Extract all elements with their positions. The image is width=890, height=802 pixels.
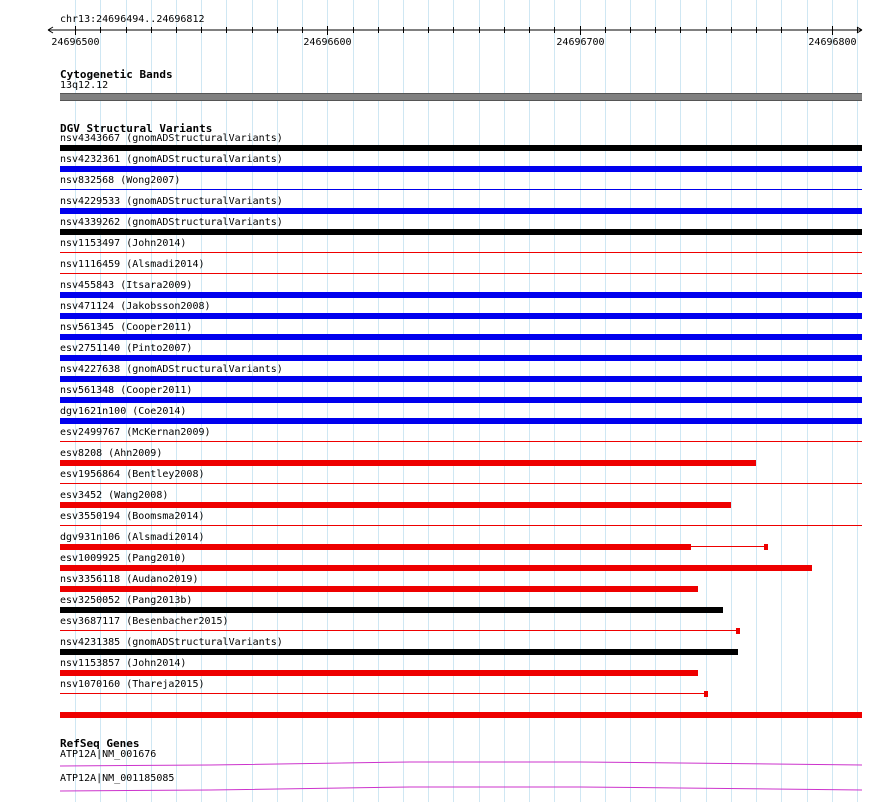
dgv-variant-label[interactable]: esv2751140 (Pinto2007) bbox=[60, 343, 193, 354]
dgv-variant-label[interactable]: esv3687117 (Besenbacher2015) bbox=[60, 616, 229, 627]
ruler-tick-label: 24696600 bbox=[303, 37, 352, 48]
dgv-variant-bar[interactable] bbox=[60, 145, 862, 151]
refseq-track-title: RefSeq Genes bbox=[60, 737, 140, 750]
dgv-variant-label[interactable]: esv3250052 (Pang2013b) bbox=[60, 595, 193, 606]
dgv-variant-label[interactable]: nsv455843 (Itsara2009) bbox=[60, 280, 193, 291]
dgv-variant-bar[interactable] bbox=[60, 460, 756, 466]
dgv-variant-bar[interactable] bbox=[60, 502, 731, 508]
dgv-variant-label[interactable]: nsv4229533 (gnomADStructuralVariants) bbox=[60, 196, 283, 207]
dgv-variant-bar[interactable] bbox=[60, 252, 862, 253]
dgv-variant-bar[interactable] bbox=[60, 544, 691, 550]
dgv-variant-bar[interactable] bbox=[60, 483, 862, 484]
dgv-variant-label[interactable]: nsv561345 (Cooper2011) bbox=[60, 322, 193, 333]
dgv-variant-label[interactable]: nsv1116459 (Alsmadi2014) bbox=[60, 259, 205, 270]
dgv-variant-label[interactable]: esv1009925 (Pang2010) bbox=[60, 553, 187, 564]
dgv-variant-label[interactable]: nsv4339262 (gnomADStructuralVariants) bbox=[60, 217, 283, 228]
dgv-variant-bar[interactable] bbox=[60, 376, 862, 382]
dgv-variant-label[interactable]: esv1956864 (Bentley2008) bbox=[60, 469, 205, 480]
dgv-variant-bar[interactable] bbox=[60, 693, 706, 694]
dgv-variant-bar[interactable] bbox=[60, 273, 862, 274]
dgv-variant-label[interactable]: nsv4227638 (gnomADStructuralVariants) bbox=[60, 364, 283, 375]
dgv-variant-label[interactable]: esv8208 (Ahn2009) bbox=[60, 448, 163, 459]
ruler-tick-label: 24696700 bbox=[556, 37, 605, 48]
dgv-variant-label[interactable]: nsv1070160 (Thareja2015) bbox=[60, 679, 205, 690]
dgv-variant-bar[interactable] bbox=[60, 630, 738, 631]
dgv-variant-bar[interactable] bbox=[60, 565, 812, 571]
dgv-variant-bar[interactable] bbox=[60, 712, 862, 718]
dgv-variant-bar[interactable] bbox=[736, 628, 740, 634]
dgv-variant-label[interactable]: nsv1153857 (John2014) bbox=[60, 658, 187, 669]
dgv-variant-label[interactable]: nsv832568 (Wong2007) bbox=[60, 175, 181, 186]
dgv-variant-bar[interactable] bbox=[60, 229, 862, 235]
dgv-variant-label[interactable]: esv3550194 (Boomsma2014) bbox=[60, 511, 205, 522]
dgv-variant-label[interactable]: nsv4232361 (gnomADStructuralVariants) bbox=[60, 154, 283, 165]
dgv-variant-bar[interactable] bbox=[60, 397, 862, 403]
cytoband-label: 13q12.12 bbox=[60, 80, 109, 91]
ruler-position-label: chr13:24696494..24696812 bbox=[60, 14, 205, 25]
cytoband-track-title: Cytogenetic Bands bbox=[60, 68, 173, 81]
dgv-variant-bar[interactable] bbox=[60, 208, 862, 214]
dgv-variant-label[interactable]: dgv1621n100 (Coe2014) bbox=[60, 406, 187, 417]
dgv-variant-bar[interactable] bbox=[704, 691, 708, 697]
dgv-track-title: DGV Structural Variants bbox=[60, 122, 213, 135]
dgv-variant-bar[interactable] bbox=[60, 586, 698, 592]
dgv-variant-bar[interactable] bbox=[60, 418, 862, 424]
dgv-variant-bar[interactable] bbox=[60, 334, 862, 340]
dgv-variant-bar[interactable] bbox=[60, 189, 862, 190]
dgv-variant-label[interactable]: nsv561348 (Cooper2011) bbox=[60, 385, 193, 396]
ruler-tick-label: 24696500 bbox=[51, 37, 100, 48]
dgv-variant-bar[interactable] bbox=[60, 670, 698, 676]
dgv-variant-label[interactable]: nsv4343667 (gnomADStructuralVariants) bbox=[60, 133, 283, 144]
dgv-variant-bar[interactable] bbox=[60, 525, 862, 526]
refseq-gene-label-1[interactable]: ATP12A|NM_001676 bbox=[60, 749, 157, 760]
dgv-variant-label[interactable]: esv3452 (Wang2008) bbox=[60, 490, 169, 501]
dgv-variant-bar[interactable] bbox=[60, 441, 862, 442]
dgv-variant-label[interactable]: dgv931n106 (Alsmadi2014) bbox=[60, 532, 205, 543]
dgv-variant-label[interactable]: esv2499767 (McKernan2009) bbox=[60, 427, 211, 438]
refseq-gene-2[interactable] bbox=[60, 784, 862, 794]
dgv-variant-bar[interactable] bbox=[60, 292, 862, 298]
ruler-tick-label: 24696800 bbox=[808, 37, 857, 48]
dgv-variant-bar[interactable] bbox=[60, 607, 723, 613]
dgv-variant-bar[interactable] bbox=[60, 166, 862, 172]
dgv-variant-label[interactable]: nsv471124 (Jakobsson2008) bbox=[60, 301, 211, 312]
ruler[interactable] bbox=[0, 26, 890, 48]
dgv-variant-label[interactable]: nsv4231385 (gnomADStructuralVariants) bbox=[60, 637, 283, 648]
dgv-variant-bar[interactable] bbox=[60, 649, 738, 655]
dgv-variant-bar[interactable] bbox=[60, 355, 862, 361]
refseq-gene-1[interactable] bbox=[60, 760, 862, 770]
dgv-variant-label[interactable]: nsv3356118 (Audano2019) bbox=[60, 574, 199, 585]
dgv-variant-bar[interactable] bbox=[60, 313, 862, 319]
refseq-gene-label-2[interactable]: ATP12A|NM_001185085 bbox=[60, 773, 175, 784]
cytoband-bar[interactable] bbox=[60, 93, 862, 101]
dgv-variant-bar[interactable] bbox=[691, 546, 767, 547]
dgv-variant-label[interactable]: nsv1153497 (John2014) bbox=[60, 238, 187, 249]
dgv-variant-bar[interactable] bbox=[764, 544, 768, 550]
